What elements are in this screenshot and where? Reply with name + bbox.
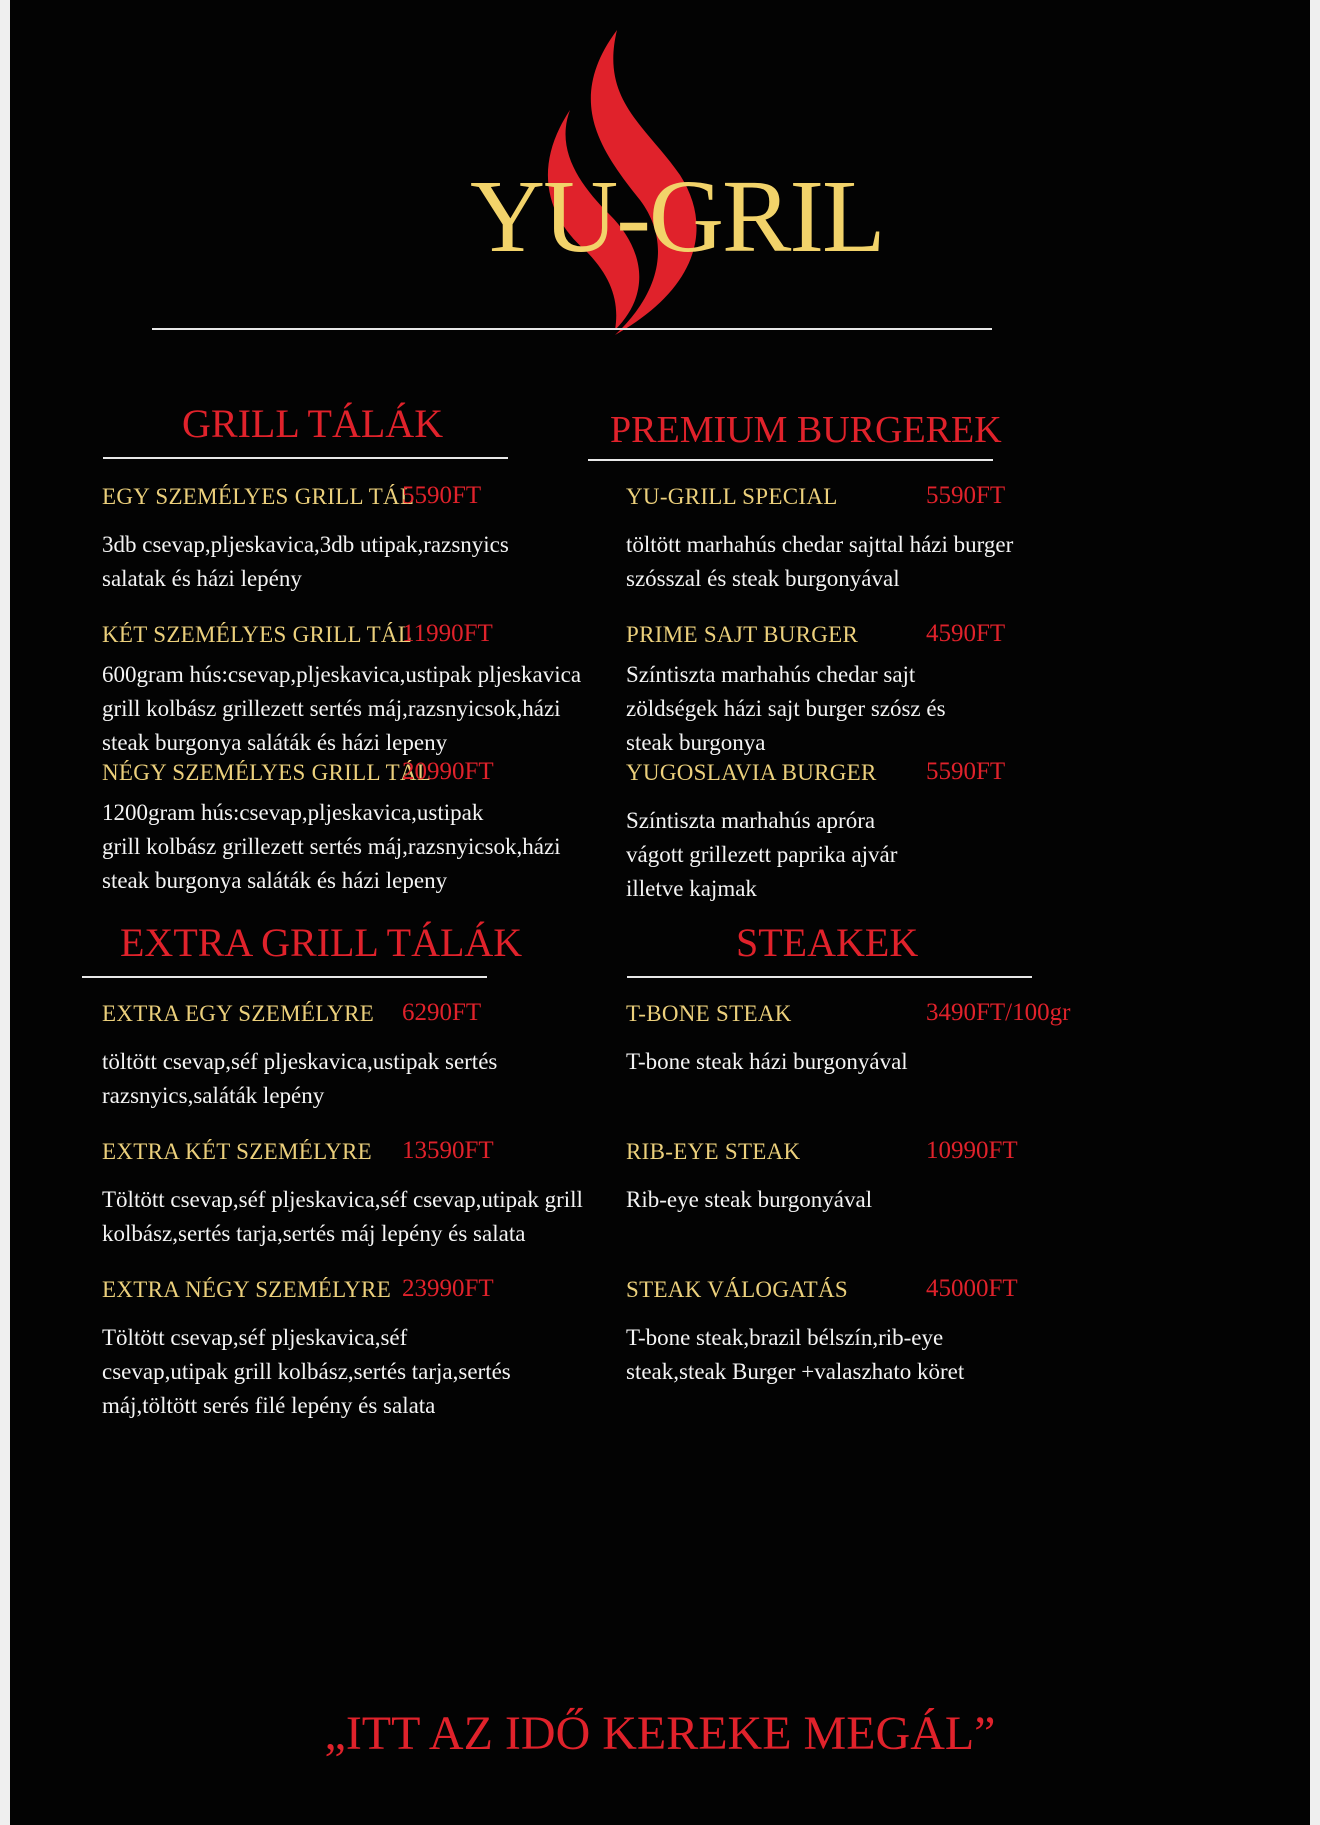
item-name: KÉT SZEMÉLYES GRILL TÁL: [102, 622, 413, 647]
item-price: 5590FT: [926, 758, 1006, 785]
item-name: EXTRA KÉT SZEMÉLYRE: [102, 1139, 373, 1164]
item-price: 3490FT/100gr: [926, 999, 1071, 1026]
item-name: EGY SZEMÉLYES GRILL TÁL: [102, 484, 415, 509]
section-divider-burger: [588, 459, 993, 461]
item-name: EXTRA EGY SZEMÉLYRE: [102, 1001, 375, 1026]
item-description: 1200gram hús:csevap,pljeskavica,ustipak grill kolbász grillezett sertés máj,razsnyicsok,házi steak burgonya saláták és házi lepeny: [102, 800, 561, 893]
item-price: 10990FT: [926, 1137, 1018, 1164]
item-name: T-BONE STEAK: [626, 1001, 792, 1026]
item-name: PRIME SAJT BURGER: [626, 622, 859, 647]
brand-name: YU-GRIL: [470, 159, 884, 274]
item-price: 4590FT: [926, 620, 1006, 647]
item-description: Színtiszta marhahús apróra vágott grillezett paprika ajvár illetve kajmak: [626, 808, 898, 901]
section-title-steak: STEAKEK: [736, 920, 919, 965]
item-name: YU-GRILL SPECIAL: [626, 484, 838, 509]
section-divider-steak: [627, 976, 1032, 978]
menu-page: [10, 0, 1310, 1825]
item-price: 20990FT: [402, 758, 494, 785]
item-name: EXTRA NÉGY SZEMÉLYRE: [102, 1277, 392, 1302]
item-description: töltött csevap,séf pljeskavica,ustipak sertés razsnyics,saláták lepény: [102, 1049, 498, 1108]
item-description: Színtiszta marhahús chedar sajt zöldségek házi sajt burger szósz és steak burgonya: [626, 662, 946, 755]
item-name: YUGOSLAVIA BURGER: [626, 760, 877, 785]
item-name: STEAK VÁLOGATÁS: [626, 1277, 848, 1302]
section-divider-grill: [103, 457, 508, 459]
item-description: Rib-eye steak burgonyával: [626, 1187, 873, 1212]
item-price: 6290FT: [402, 999, 482, 1026]
item-price: 5590FT: [926, 482, 1006, 509]
item-price: 13590FT: [402, 1137, 494, 1164]
item-description: T-bone steak,brazil bélszín,rib-eye steak,steak Burger +valaszhato köret: [626, 1325, 965, 1384]
item-price: 23990FT: [402, 1275, 494, 1302]
section-title-burger: PREMIUM BURGEREK: [610, 409, 1002, 451]
header-divider: [152, 328, 992, 330]
item-description: 3db csevap,pljeskavica,3db utipak,razsnyics salatak és házi lepény: [102, 532, 509, 591]
item-price: 5590FT: [402, 482, 482, 509]
section-divider-extra: [82, 976, 487, 978]
item-description: töltött marhahús chedar sajttal házi burger szósszal és steak burgonyával: [626, 532, 1014, 591]
item-description: T-bone steak házi burgonyával: [626, 1049, 908, 1074]
item-description: Töltött csevap,séf pljeskavica,séf csevap,utipak grill kolbász,sertés tarja,sertés máj,töltött serés filé lepény és salata: [102, 1325, 511, 1418]
footer-slogan: „ITT AZ IDŐ KEREKE MEGÁL”: [324, 1707, 996, 1760]
item-description: 600gram hús:csevap,pljeskavica,ustipak pljeskavica grill kolbász grillezett sertés máj,razsnyicsok,házi steak burgonya saláták és házi lepeny: [102, 662, 582, 755]
item-price: 45000FT: [926, 1275, 1018, 1302]
item-name: RIB-EYE STEAK: [626, 1139, 801, 1164]
section-title-extra: EXTRA GRILL TÁLÁK: [120, 920, 523, 965]
item-price: 11990FT: [402, 620, 493, 647]
item-name: NÉGY SZEMÉLYES GRILL TÁL: [102, 760, 432, 785]
section-title-grill: GRILL TÁLÁK: [182, 401, 444, 446]
item-description: Töltött csevap,séf pljeskavica,séf csevap,utipak grill kolbász,sertés tarja,sertés máj lepény és salata: [102, 1187, 583, 1246]
